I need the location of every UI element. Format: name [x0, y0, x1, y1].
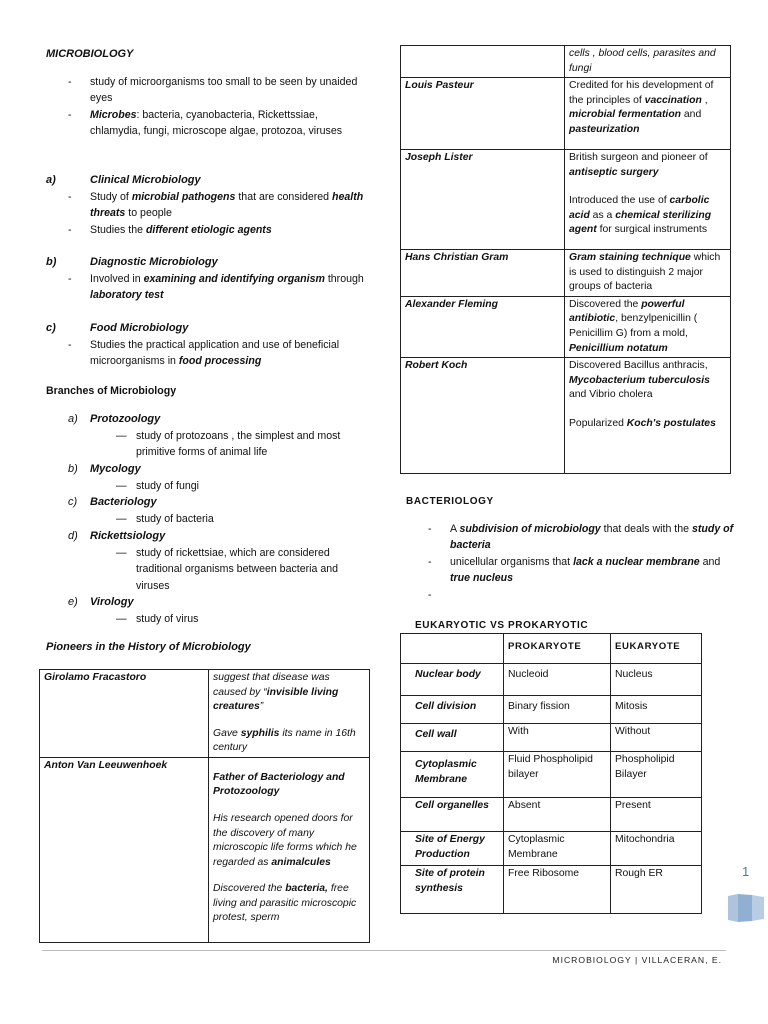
prokaryote-cell: Fluid Phospholipid bilayer: [504, 752, 611, 798]
clinical-section: a) Clinical Microbiology - Study of microbial pathogens that are considered health threats to people - Studies the different etiologic agents: [46, 172, 366, 238]
table-row: [401, 46, 731, 78]
food-item-1: - Studies the practical application and use of beneficial microorganisms in food processing: [46, 337, 366, 370]
header-prokaryote: PROKARYOTE: [504, 634, 611, 664]
pioneers-table-right: [400, 45, 731, 474]
table-row: [401, 250, 731, 297]
pioneer-contribution-continued: cells , blood cells, parasites and fungi: [565, 46, 731, 78]
branch-desc: — study of virus: [116, 613, 199, 626]
prokaryote-cell: Binary fission: [504, 696, 611, 724]
table-row: [401, 724, 702, 752]
bacteriology-item-1: - A subdivision of microbiology that deals with the study of bacteria: [406, 521, 736, 554]
page-title: MICROBIOLOGY: [46, 48, 134, 60]
bacteriology-title: BACTERIOLOGY: [406, 496, 494, 507]
pioneer-name: Alexander Fleming: [401, 296, 565, 357]
branch-desc: — study of rickettsiae, which are considered traditional organisms between bacteria and viruses: [116, 546, 338, 592]
header-eukaryote: EUKARYOTE: [611, 634, 702, 664]
pioneer-name: Louis Pasteur: [401, 78, 565, 150]
pioneer-contribution: Discovered Bacillus anthracis, Mycobacterium tuberculosis and Vibrio cholera Popularized Koch's postulates: [565, 358, 731, 474]
table-row: [401, 664, 702, 696]
table-row: [401, 832, 702, 866]
branch-desc: — study of fungi: [116, 479, 200, 492]
intro-definition: - study of microorganisms too small to be seen by unaided eyes: [46, 74, 366, 107]
pioneer-contribution: Credited for his development of the principles of vaccination , microbial fermentation and pasteurization: [565, 78, 731, 150]
branch-name: Protozoology: [90, 413, 161, 425]
pioneers-title: Pioneers in the History of Microbiology: [46, 641, 251, 653]
bacteriology-section: [406, 521, 736, 603]
clinical-item-1: - Study of microbial pathogens that are considered health threats to people: [46, 189, 366, 222]
table-row: [401, 866, 702, 914]
table-row: [401, 78, 731, 150]
branch-desc: — study of protozoans , the simplest and most primitive forms of animal life: [116, 430, 341, 459]
table-row: [401, 150, 731, 250]
page-ribbon-icon: [726, 892, 766, 924]
pioneer-contribution: Gram staining technique which is used to distinguish 2 major groups of bacteria: [565, 250, 731, 297]
row-label: Cytoplasmic Membrane: [401, 752, 504, 798]
row-label: Cell division: [401, 696, 504, 724]
intro-microbes: - Microbes: bacteria, cyanobacteria, Rickettssiae, chlamydia, fungi, microscope algae, protozoa, viruses: [46, 107, 366, 140]
table-row: [401, 296, 731, 357]
pioneer-contribution: Discovered the powerful antibiotic, benzylpenicillin ( Penicillim G) from a mold, Penicillium notatum: [565, 296, 731, 357]
clinical-item-2: - Studies the different etiologic agents: [46, 222, 366, 238]
pioneer-name: Robert Koch: [401, 358, 565, 474]
table-row: [40, 670, 370, 758]
clinical-title: Clinical Microbiology: [90, 174, 201, 186]
branch-name: Rickettsiology: [90, 529, 166, 542]
prokaryote-cell: Nucleoid: [504, 664, 611, 696]
eukaryote-cell: Phospholipid Bilayer: [611, 752, 702, 798]
eukaryote-cell: Rough ER: [611, 866, 702, 914]
row-label: Cell organelles: [401, 798, 504, 832]
pioneer-contribution: suggest that disease was caused by “invisible living creatures” Gave syphilis its name in 16th century: [209, 670, 370, 758]
pioneer-contribution: Father of Bacteriology and Protozoology His research opened doors for the discovery of many microscopic life forms which he regarded as animalcules Discovered the bacteria, free living and parasitic microscopic protest, sperm: [209, 757, 370, 942]
comparison-table: [400, 633, 702, 914]
table-row: [401, 696, 702, 724]
pioneer-name: Hans Christian Gram: [401, 250, 565, 297]
branch-name: Virology: [90, 596, 134, 609]
eukaryote-cell: Nucleus: [611, 664, 702, 696]
footer-text: MICROBIOLOGY | VILLACERAN, E.: [552, 955, 722, 965]
diagnostic-title: Diagnostic Microbiology: [90, 256, 218, 268]
food-title: Food Microbiology: [90, 322, 189, 334]
branches-title: Branches of Microbiology: [46, 385, 177, 397]
bacteriology-item-2: - unicellular organisms that lack a nuclear membrane and true nucleus: [406, 554, 736, 587]
row-label: Nuclear body: [401, 664, 504, 696]
pioneers-table-left: [39, 669, 370, 943]
food-section: c) Food Microbiology - Studies the practical application and use of beneficial microorganisms in food processing: [46, 320, 366, 370]
bacteriology-item-3: -: [428, 588, 432, 601]
prokaryote-cell: Cytoplasmic Membrane: [504, 832, 611, 866]
eukaryote-cell: Mitochondria: [611, 832, 702, 866]
footer-divider: [42, 950, 726, 951]
table-row: [401, 752, 702, 798]
page-number: 1: [742, 864, 750, 879]
row-label: Site of protein synthesis: [401, 866, 504, 914]
table-row: [401, 798, 702, 832]
eukaryote-cell: Present: [611, 798, 702, 832]
pioneer-name: Anton Van Leeuwenhoek: [40, 757, 209, 942]
diagnostic-item-1: - Involved in examining and identifying organism through laboratory test: [46, 271, 366, 304]
branches-list: a) Protozoology — study of protozoans , the simplest and most primitive forms of animal life b) Mycology — study of fungi c) Bacteriology — study of bacteria d) Rickettsiology — study of rickettsiae, which are considered traditional organisms between bacteria and viruses e) Virology — study of virus: [46, 411, 366, 627]
prokaryote-cell: With: [504, 724, 611, 752]
intro-section: [46, 74, 366, 140]
eukaryote-cell: Mitosis: [611, 696, 702, 724]
pioneer-name: Girolamo Fracastoro: [40, 670, 209, 758]
pioneer-name: Joseph Lister: [401, 150, 565, 250]
branch-desc: — study of bacteria: [116, 513, 214, 526]
table-row: [40, 757, 370, 942]
branch-name: Mycology: [90, 462, 141, 475]
prokaryote-cell: Absent: [504, 798, 611, 832]
diagnostic-section: b) Diagnostic Microbiology - Involved in examining and identifying organism through laboratory test: [46, 254, 366, 304]
table-row: [401, 358, 731, 474]
prokaryote-cell: Free Ribosome: [504, 866, 611, 914]
branch-name: Bacteriology: [90, 496, 157, 509]
table-header-row: [401, 634, 702, 664]
pioneer-contribution: British surgeon and pioneer of antiseptic surgery Introduced the use of carbolic acid as a chemical sterilizing agent for surgical instruments: [565, 150, 731, 250]
row-label: Cell wall: [401, 724, 504, 752]
eukaryote-cell: Without: [611, 724, 702, 752]
row-label: Site of Energy Production: [401, 832, 504, 866]
comparison-title: EUKARYOTIC VS PROKARYOTIC: [415, 620, 589, 631]
